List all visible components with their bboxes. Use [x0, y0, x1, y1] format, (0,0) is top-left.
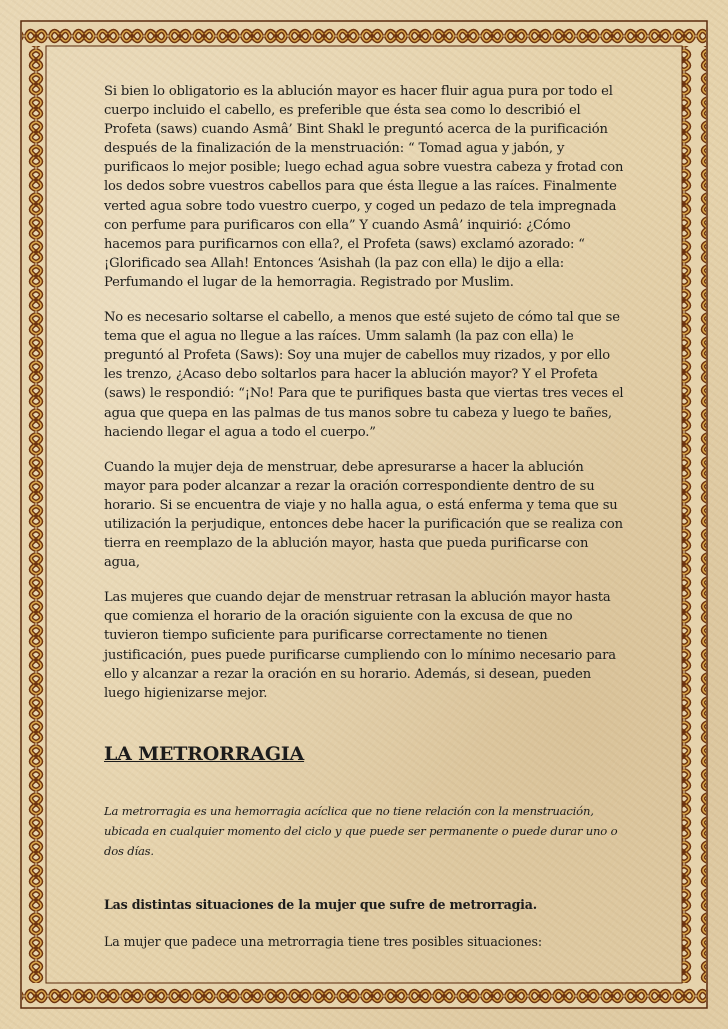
- section-title: LA METRORRAGIA: [104, 742, 305, 765]
- paragraph-1: Si bien lo obligatorio es la ablución mayor es hacer fluir agua pura por todo el cuerpo incluido el cabello, es preferible que ésta sea como lo describió el Profeta (saws) cuando Asmâ’ Bint Shakl le preguntó acerca de la purificación después de la finalización de la menstruación: “ Tomad agua y jabón, y purificaos lo mejor posible; luego echad agua sobre vuestra cabeza y frotad con los dedos sobre vuestros cabellos para que ésta llegue a las raíces. Finalmente verted agua sobre todo vuestro cuerpo, y coged un pedazo de tela impregnada con perfume para purificaros con ella” Y cuando Asmâ’ inquirió: ¿Cómo hacemos para purificarnos con ella?, el Profeta (saws) exclamó azorado: “ ¡Glorificado sea Allah! Entonces ‘Asishah (la paz con ella) le dijo a ella: Perfumando el lugar de la hemorragia. Registrado por Muslim.: [104, 84, 624, 290]
- definition-text: La metrorragia es una hemorragia acíclica que no tiene relación con la menstruación, ubicada en cualquier momento del ciclo y que puede ser permanente o puede durar uno o dos días.: [104, 803, 618, 858]
- subheading: Las distintas situaciones de la mujer que sufre de metrorragia.: [104, 896, 537, 912]
- paragraph-2: No es necesario soltarse el cabello, a menos que esté sujeto de cómo tal que se tema que el agua no llegue a las raíces. Umm salamh (la paz con ella) le preguntó al Profeta (Saws): Soy una mujer de cabellos muy rizados, y por ello les trenzo, ¿Acaso debo soltarlos para hacer la ablución mayor? Y el Profeta (saws) le respondió: “¡No! Para que te purifiques basta que viertas tres veces el agua que quepa en las palmas de tus manos sobre tu cabeza y luego te bañes, haciendo llegar el agua a todo el cuerpo.”: [104, 310, 624, 440]
- paragraph-3: Cuando la mujer deja de menstruar, debe apresurarse a hacer la ablución mayor para poder alcanzar a rezar la oración correspondiente dentro de su horario. Si se encuentra de viaje y no halla agua, o está enferma y tema que su utilización la perjudique, entonces debe hacer la purificación que se realiza con tierra en reemplazo de la ablución mayor, hasta que pueda purificarse con agua,: [104, 459, 623, 571]
- document-body: [104, 82, 626, 949]
- paragraph-4: Las mujeres que cuando dejar de menstruar retrasan la ablución mayor hasta que comienza el horario de la oración siguiente con la excusa de que no tuvieron tiempo suficiente para purificarse correctamente no tienen justificación, pues puede purificarse cumpliendo con lo mínimo necesario para ello y alcanzar a rezar la oración en su horario. Además, si desean, pueden luego higienizarse mejor.: [104, 590, 616, 701]
- intro-paragraph: La mujer que padece una metrorragia tiene tres posibles situaciones:: [104, 933, 543, 949]
